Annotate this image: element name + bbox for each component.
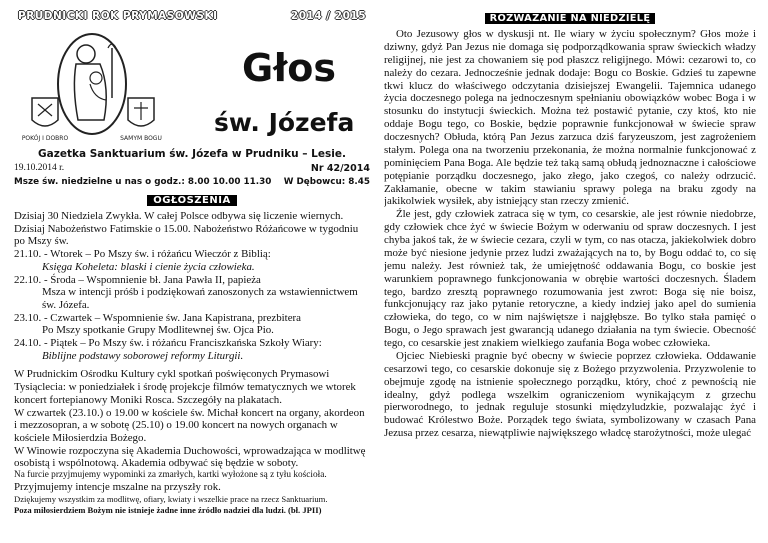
day-detail: Msza w intencji próśb i podziękowań zanoszonych za wstawiennictwem św. Józefa. [42,286,358,311]
year-banner [14,8,370,24]
year-banner-left: PRUDNICKI ROK PRYMASOWSKI [18,10,218,22]
issue-line [14,163,370,174]
announcements-body [14,210,370,515]
announcements-label: OGŁOSZENIA [14,190,370,208]
emblem-right-label: SAMYM BOGU [120,135,162,142]
reflection-paragraph: Oto Jezusowy głos w dyskusji nt. Ile wiary w życiu społecznym? Głos może i dziwny, gdyż Pan Jezus nie domaga się podporządkowania spraw świeckich władzy religijnej, nie jest za chowaniem się pod płaszcz religijnego. Mówi: cezarowi to, co należy do cezara. Jednocześnie jednak dodaje: Bogu co Boskie. Gdzieś tu zapewne tkwi klucz do właściwego odczytania dzisiejszej Ewangelii. Tajemnica udanego życia doczesnego polega na jednoczesnym spełnianiu obowiązków wobec Boga i w stosunku do instytucji świeckich. Można też postawić pytanie, czy ktoś, kto nie oddaje Bogu tego, co Boskie, będzie poprawnie funkcjonował w świecie spraw doczesnych? Obłuda, którą Pan Jezus zarzuca dziś faryzeuszom, jest zagrożeniem stałym. Polega ona na tworzeniu przekonania, że można normalnie funkcjonować z pominięciem Pana Boga. Ale będzie też taką samą obłudą jednoznaczne i całościowe potępianie porządku doczesnego, jako złego, jako czegoś, co należy odrzucić. Zakłamanie, obecne w takim stawianiu sprawy polega na braku zgody na jakikolwiek wysiłek, aby istniejący stan rzeczy zmienić. [384,28,756,208]
right-column [384,8,756,540]
announcement-paragraph: Na furcie przyjmujemy wypominki za zmarłych, kartki wyłożone są z tyłu kościoła. [14,470,327,481]
closing-quote: Poza miłosierdziem Bożym nie istnieje żadne inne źródło nadziei dla ludzi. (bł. JPII) [14,504,322,515]
title-main: Głos [242,46,337,90]
announcement-paragraph: W Winowie rozpoczyna się Akademia Duchowości, wprowadzająca w modlitwę osobistą i wspólnotową. Akademia odbywać się będzie w soboty. [14,444,366,470]
masthead [14,24,370,146]
issue-number: Nr 42/2014 [310,163,370,174]
reflection-paragraph: Źle jest, gdy człowiek zatraca się w tym, co cesarskie, ale jest równie niedobrze, gdy człowiek chce żyć w świecie Bożym w oderwaniu od spraw doczesnych. I jest chyba jakoś tak, że w świecie cezara, czyli w tym, co nas otacza, jakiekolwiek dobro może być niesione jedynie przez ludzi zważających na to, by Bogu oddać to, co się jemu należy. Jest również tak, że umiejętność oddawania Bogu, co boskie jest warunkiem poprawnego funkcjonowania w obrębie wartości doczesnych. Śladem tego, bardzo zresztą poprawnego rozumowania jest zwrot: Boga się nie boisz, funkcjonujący raz jako pytanie retoryczne, a kiedy indziej jako apel do sumienia człowieka, do tego, co w nim najświętsze i najgłębsze. Bo tylko stała pamięć o Bogu, o Jego sprawach jest gwarancją udanego działania na tym świecie. Obecność tego, co cesarskie jest znakiem wielkiego zaufania Boga wobec człowieka. [384,208,756,349]
day-detail: Biblijne podstawy soborowej reformy Liturgii. [42,349,244,362]
st-joseph-emblem [14,28,164,146]
thanks-note: Dziękujemy wszystkim za modlitwę, ofiary, kwiaty i wszelkie prace na rzecz Sanktuarium. [14,494,328,505]
left-column [14,8,370,540]
announcement-paragraph: W czwartek (23.10.) o 19.00 w kościele św. Michał koncert na organy, akordeon i mezzosopran, a w sobotę (25.10) o 19.00 koncert na nowych organach w kościele Miłosierdzia Bożego. [14,406,365,444]
issue-date: 19.10.2014 r. [14,163,65,173]
day-entry: 22.10. - Środa – Wspomnienie bł. Jana Pawła II, papieża [14,273,261,286]
subtitle: Gazetka Sanktuarium św. Józefa w Prudniku – Lesie. [38,148,346,160]
year-banner-right: 2014 / 2015 [290,10,366,22]
day-entry: 23.10. - Czwartek – Wspomnienie św. Jana Kapistrana, prezbitera [14,311,301,324]
day-entry: 24.10. - Piątek – Po Mszy św. i różańcu Franciszkańska Szkoły Wiary: [14,337,322,350]
reflection-paragraph: Ojciec Niebieski pragnie być obecny w świecie poprzez człowieka. Oddawanie cesarzowi tego, co cesarskie dokonuje się z Bożego przyzwolenia. Przyzwolenie to obejmuje zgodę na istnienie społecznego porządku, który, choć z pewnością nie idealny, gdyż podlega wszelkim ograniczeniom wynikającym z grzechu pierworodnego, to jednak reguluje stosunki międzyludzkie, pozwalając żyć i budować Królestwo Boże. Porządek tego świata, symbolizowany w czasach Pana Jezusa przez cesarza, niewątpliwie największego władcę starożytności, może ulegać [384,349,756,440]
reflection-label: ROZWAŻANIE NA NIEDZIELĘ [384,8,756,26]
announcements-intro: Dzisiaj 30 Niedziela Zwykła. W całej Polsce odbywa się liczenie wiernych. Dzisiaj Nabożeństwo Fatimskie o 15.00. Nabożeństwo Różańcowe w tygodniu po Mszy św. [14,210,359,248]
mass-times [14,177,370,187]
day-detail: Księga Koheleta: blaski i cienie życia człowieka. [42,260,255,273]
reflection-body [384,28,756,440]
emblem-left-label: POKÓJ I DOBRO [21,135,69,142]
announcement-paragraph: Przyjmujemy intencje mszalne na przyszły rok. [14,481,221,494]
day-detail: Po Mszy spotkanie Grupy Modlitewnej św. Ojca Pio. [42,324,274,337]
announcement-paragraph: W Prudnickim Ośrodku Kultury cykl spotkań poświęconych Prymasowi Tysiąclecia: w poniedziałek i środę projekcje filmów tematycznych we wtorek koncert fortepianowy Moniki Rosca. Szczegóły na plakatach. [14,368,356,406]
day-entry: 21.10. - Wtorek – Po Mszy św. i różańcu Wieczór z Biblią: [14,248,271,261]
mass-times-debowiec: W Dębowcu: 8.45 [283,177,370,187]
title-sub: św. Józefa [214,108,355,137]
mass-times-main: Msze św. niedzielne u nas o godz.: 8.00 10.00 11.30 [14,177,272,187]
